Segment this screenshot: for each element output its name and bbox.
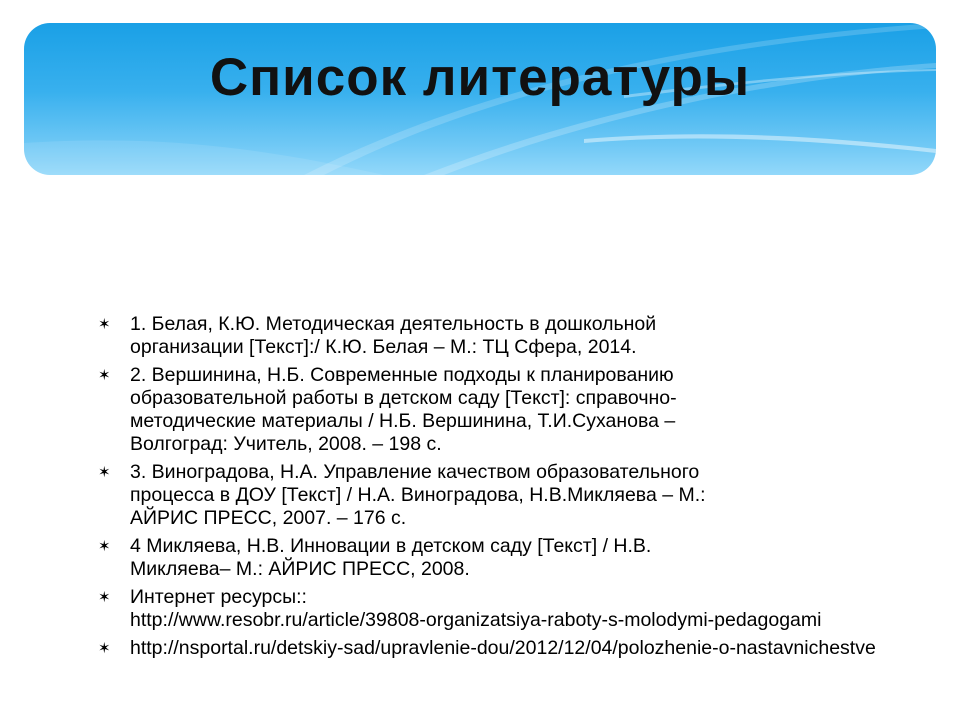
star-bullet-icon: ✶ [98, 589, 111, 606]
reference-text-line: Микляева– М.: АЙРИС ПРЕСС, 2008. [130, 558, 470, 580]
reference-item [96, 461, 960, 530]
reference-item [96, 586, 960, 632]
reference-list-container [96, 313, 960, 665]
star-bullet-icon: ✶ [98, 464, 111, 481]
reference-text-line: 1. Белая, К.Ю. Методическая деятельность в дошкольной [130, 313, 657, 335]
reference-text-line: организации [Текст]:/ К.Ю. Белая – М.: ТЦ Сфера, 2014. [130, 336, 637, 358]
reference-text-line[interactable]: http://nsportal.ru/detskiy-sad/upravlenie-dou/2012/12/04/polozhenie-o-nastavnichestve [130, 637, 876, 659]
star-bullet-icon: ✶ [98, 316, 111, 333]
star-bullet-icon: ✶ [98, 640, 111, 657]
reference-text-line: 2. Вершинина, Н.Б. Современные подходы к планированию [130, 364, 674, 386]
reference-text-line: Волгоград: Учитель, 2008. – 198 с. [130, 433, 442, 455]
reference-item [96, 313, 960, 359]
reference-text-line: 3. Виноградова, Н.А. Управление качеством образовательного [130, 461, 700, 483]
page-title: Список литературы [209, 48, 751, 107]
reference-text-line: процесса в ДОУ [Текст] / Н.А. Виноградова, Н.В.Микляева – М.: [130, 484, 706, 506]
star-bullet-icon: ✶ [98, 538, 111, 555]
reference-item [96, 637, 960, 660]
reference-text-line: АЙРИС ПРЕСС, 2007. – 176 с. [130, 507, 407, 529]
reference-text-line: 4 Микляева, Н.В. Инновации в детском саду [Текст] / Н.В. [130, 535, 652, 557]
reference-text-line[interactable]: http://www.resobr.ru/article/39808-organizatsiya-raboty-s-molodymi-pedagogami [130, 609, 822, 631]
reference-text-line: методические материалы / Н.Б. Вершинина, Т.И.Суханова – [130, 410, 676, 432]
star-bullet-icon: ✶ [98, 367, 111, 384]
reference-item [96, 535, 960, 581]
reference-list [96, 313, 960, 660]
reference-item [96, 364, 960, 456]
reference-text-line: образовательной работы в детском саду [Текст]: справочно- [130, 387, 677, 409]
reference-text-line: Интернет ресурсы:: [130, 586, 307, 608]
